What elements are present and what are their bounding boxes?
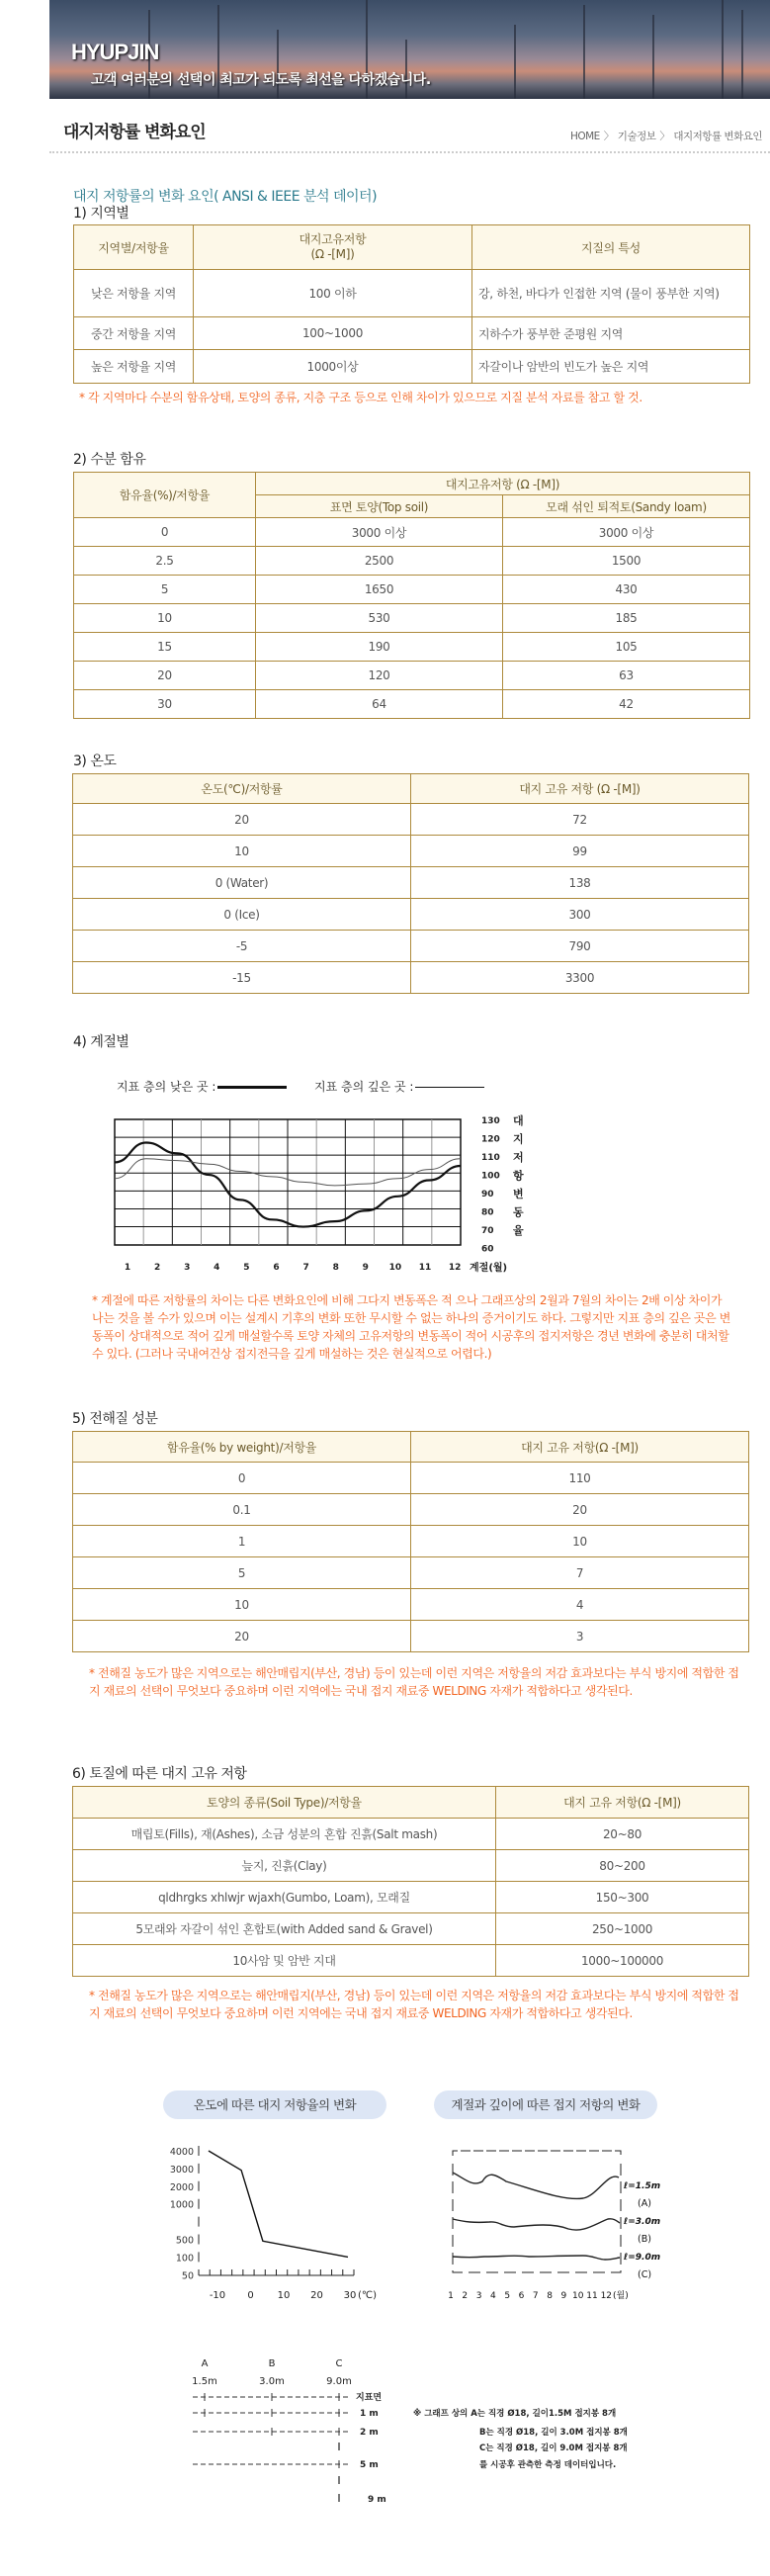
table-row [73,1526,749,1557]
diagram-note-line: C는 직경 Ø18, 길이 9.0M 접지봉 8개 [479,2443,628,2453]
x-tick-label: 10 [571,2291,584,2301]
table-cell: 100 이하 [194,270,472,317]
table-cell: 250~1000 [496,1913,749,1945]
x-axis-label: (℃) [358,2290,378,2301]
frame-top [453,2151,621,2156]
y-tick-label: 100 [175,2253,194,2265]
temp-series-line [209,2151,348,2257]
depth-label: 지표면 [356,2393,383,2403]
table-cell: 20~80 [496,1819,749,1850]
series-label: (A) [638,2198,651,2209]
table-cell: 105 [503,633,750,662]
table-cell: 15 [74,633,256,662]
table-cell: 3300 [411,962,749,994]
y-axis-label-char: 대 [513,1114,524,1127]
y-tick-label: 90 [481,1190,494,1199]
depth-label: 5 m [360,2460,379,2470]
x-tick-label: 6 [273,1263,280,1273]
electrolyte-table [72,1431,749,1652]
section-intro: 대지 저항률의 변화 요인( ANSI & IEEE 분석 데이터) [73,189,378,205]
y-axis-label-char: 지 [513,1132,524,1146]
table-cell: 190 [256,633,503,662]
y-tick-label: 1000 [169,2199,194,2211]
x-tick-label: -10 [209,2290,226,2301]
table-cell: 72 [411,804,749,836]
breadcrumb-home[interactable]: HOME [569,131,600,142]
rod-name: C [335,2358,343,2369]
table-row [73,1945,749,1977]
x-axis-label: 계절(월) [470,1263,508,1274]
x-tick-label: 3 [475,2291,482,2301]
table-row [73,1819,749,1850]
table-row [73,1913,749,1945]
table-cell: 20 [74,662,256,690]
x-tick-label: 9 [362,1263,369,1273]
x-tick-label: 5 [243,1263,250,1273]
y-axis-label-char: 동 [513,1205,524,1219]
section-4-title: 4) 계절별 [73,1034,129,1050]
x-tick-label: 8 [332,1263,339,1273]
rod-name: B [268,2358,276,2369]
section-1-title: 1) 지역별 [73,206,129,222]
col-header: 모래 섞인 퇴적토(Sandy loam) [503,495,750,518]
table-cell: -15 [73,962,411,994]
table-cell: 0 (Water) [73,867,411,899]
table-cell: 2500 [256,547,503,576]
x-tick-label: 10 [388,1263,402,1273]
lower-charts [0,2077,770,2576]
col-header: 온도(℃)/저항률 [73,774,411,804]
x-tick-label: 9 [560,2291,567,2301]
table-cell: 120 [256,662,503,690]
brand-logo[interactable]: HYUPJIN [71,40,159,64]
diagram-note-line: B는 직경 Ø18, 길이 3.0M 접지봉 8개 [479,2428,628,2438]
y-tick-label: 120 [481,1134,500,1145]
table-cell: 자갈이나 암반의 빈도가 높은 지역 [472,350,750,384]
diagram-note-line: 를 시공후 관측한 측정 데이터입니다. [479,2460,617,2470]
x-tick-label: 12 [600,2291,613,2301]
rod-length: 1.5m [192,2376,217,2387]
x-tick-label: 7 [302,1263,309,1273]
y-tick-label: 4000 [169,2147,194,2158]
x-tick-label: 11 [586,2291,598,2301]
legend-deep-label: 지표 층의 깊은 곳 : [314,1080,414,1094]
temp-chart-title: 온도에 따른 대지 저항율의 변화 [163,2090,386,2119]
series-a-line [453,2173,619,2198]
rod-name: A [201,2358,209,2369]
section-3-title: 3) 온도 [73,754,117,769]
table-cell: 0.1 [73,1494,411,1526]
table-cell: 낮은 저항율 지역 [74,270,194,317]
col-header: 지역별/저항율 [74,225,194,270]
x-tick-label: 30 [343,2290,357,2301]
table-cell: 10사암 및 암반 지대 [73,1945,496,1977]
breadcrumb-current[interactable]: 대지저항률 변화요인 [673,131,762,142]
page-title: 대지저항률 변화요인 [63,123,206,142]
table-cell: 1650 [256,576,503,604]
table-cell: 0 (Ice) [73,899,411,931]
table-cell: 1500 [503,547,750,576]
soil-note: * 전해질 농도가 많은 지역으로는 해안매립지(부산, 경남) 등이 있는데 이런 지역은 저항율의 저감 효과보다는 부식 방지에 적합한 접지 재료의 선택이 무엇보다 중요하며 이런 지역에는 국내 접지 재료중 WELDING 자재가 적합하다고 생각된다. [89,1989,739,2020]
rod-length: 3.0m [259,2376,285,2387]
temp-chart [170,2146,377,2301]
table-row [73,1850,749,1882]
table-cell: 430 [503,576,750,604]
table-cell: 99 [411,836,749,867]
depth-chart-title: 계절과 깊이에 따른 접지 저항의 변화 [434,2090,657,2119]
table-cell: 530 [256,604,503,633]
y-tick-label: 110 [481,1153,500,1163]
x-tick-label: 8 [547,2291,553,2301]
electrolyte-note: * 전해질 농도가 많은 지역으로는 해안매립지(부산, 경남) 등이 있는데 이런 지역은 저항율의 저감 효과보다는 부식 방지에 적합한 접지 재료의 선택이 무엇보다 중요하며 이런 지역에는 국내 접지 재료중 WELDING 자재가 적합하다고 생각된다. [89,1666,739,1698]
table-cell: 7 [411,1557,749,1589]
table-cell: 1 [73,1526,411,1557]
table-cell: 중간 저항율 지역 [74,317,194,350]
table-cell: 80~200 [496,1850,749,1882]
table-cell: 높은 저항율 지역 [74,350,194,384]
table-cell: 150~300 [496,1882,749,1913]
col-header: 지질의 특성 [472,225,750,270]
x-tick-label: 1 [448,2291,454,2301]
x-tick-label: 4 [214,1263,220,1273]
rod-diagram [192,2358,628,2505]
soil-table [72,1786,749,1977]
series-label: (B) [638,2234,651,2245]
table-cell: 0 [74,518,256,547]
table-cell: 2.5 [74,547,256,576]
col-header: 표면 토양(Top soil) [256,495,503,518]
x-tick-label: 7 [532,2291,539,2301]
table-cell: 138 [411,867,749,899]
series-depth-label: ℓ=3.0m [624,2217,661,2227]
depth-chart-frame [453,2151,621,2272]
x-tick-label: 6 [518,2291,525,2301]
depth-chart-labels [448,2181,660,2301]
table-cell: 1000이상 [194,350,472,384]
series-depth-label: ℓ=9.0m [624,2253,661,2263]
region-note: * 각 지역마다 수분의 함유상태, 토양의 종류, 지층 구조 등으로 인해 차이가 있으므로 지질 분석 자료를 참고 할 것. [79,391,642,404]
table-row [73,1621,749,1652]
y-tick-label: 70 [481,1226,494,1236]
y-tick-label: 3000 [169,2164,194,2176]
col-header: 대지 고유 저항(Ω -[M]) [496,1787,749,1819]
table-cell: 20 [73,804,411,836]
table-row [73,1463,749,1494]
table-row [73,1882,749,1913]
breadcrumb-tech-info[interactable]: 기술정보 [617,131,656,142]
col-header: 토양의 종류(Soil Type)/저항율 [73,1787,496,1819]
y-tick-label: 80 [481,1207,494,1218]
series-label: (C) [638,2269,652,2280]
depth-label: 2 m [360,2428,379,2438]
x-tick-label: 0 [247,2290,254,2301]
diagram-note-line: ※ 그래프 상의 A는 직경 Ø18, 길이1.5M 접지봉 8개 [413,2409,617,2419]
season-note: * 계절에 따른 저항률의 차이는 다른 변화요인에 비해 그다지 변동폭은 적 으나 그래프상의 2월과 7월의 차이는 2배 이상 차이가 나는 것을 볼 수가 있으며 이는 설계시 기후의 변화 또한 무시할 수 없는 하나의 증거이기도 하다. 그렇지만 지표 층의 깊은 곳은 변동폭이 상대적으로 적어 깊게 매설할수록 토양 자체의 고유저항의 변동폭이 적어 시공후의 접지저항은 경년 변화에 충분히 대처할 수 있다. (그러나 국내여건상 접지전극을 깊게 매설하는 것은 현실적으로 어렵다.) [92,1293,730,1361]
y-axis-label-char: 항 [513,1169,524,1183]
table-cell: 10 [74,604,256,633]
series-depth-label: ℓ=1.5m [624,2181,661,2191]
section-6-title: 6) 토질에 따른 대지 고유 저항 [72,1766,247,1782]
legend-low-label: 지표 층의 낮은 곳 : [117,1080,216,1094]
table-cell: 63 [503,662,750,690]
table-cell: 3000 이상 [503,518,750,547]
table-cell: 강, 하천, 바다가 인접한 지역 (물이 풍부한 지역) [472,270,750,317]
x-tick-label: 4 [490,2291,496,2301]
x-tick-label: 12 [448,1263,462,1273]
table-cell: 5모래와 자갈이 섞인 혼합토(with Added sand & Gravel) [73,1913,496,1945]
table-cell: 매립토(Fills), 재(Ashes), 소금 성분의 혼합 진흙(Salt mash) [73,1819,496,1850]
x-tick-label: 11 [418,1263,432,1273]
table-row [73,1589,749,1621]
table-cell: 3 [411,1621,749,1652]
table-cell: 0 [73,1463,411,1494]
table-cell: 790 [411,931,749,962]
table-cell: 20 [73,1621,411,1652]
table-cell: 늪지, 진흙(Clay) [73,1850,496,1882]
x-tick-label: 2 [462,2291,469,2301]
col-header: 대지 고유 저항 (Ω -[M]) [411,774,749,804]
section-2-title: 2) 수분 함유 [73,452,146,468]
table-cell: 4 [411,1589,749,1621]
table-cell: 1000~100000 [496,1945,749,1977]
chevron-right-icon: 〉 [659,131,670,142]
col-header: 대지고유저항 (Ω -[M]) [194,225,472,270]
table-cell: 10 [411,1526,749,1557]
table-cell: 5 [74,576,256,604]
rod-length: 9.0m [326,2376,352,2387]
y-axis-label-char: 변 [513,1188,524,1200]
table-cell: 300 [411,899,749,931]
table-cell: 20 [411,1494,749,1526]
y-tick-label: 500 [175,2235,194,2247]
x-tick-label: 3 [184,1263,191,1273]
x-tick-label: 1 [124,1263,131,1273]
table-cell: 110 [411,1463,749,1494]
col-header: 함유율(%)/저항율 [74,473,256,518]
chevron-right-icon: 〉 [603,131,614,142]
table-cell: 3000 이상 [256,518,503,547]
y-tick-label: 100 [481,1171,500,1182]
depth-label: 9 m [368,2495,386,2505]
table-cell: -5 [73,931,411,962]
table-cell: 5 [73,1557,411,1589]
season-chart [0,0,770,1286]
table-cell: 64 [256,690,503,719]
y-axis-label-char: 저 [513,1151,524,1164]
table-cell: 10 [73,1589,411,1621]
series-c-line [453,2256,620,2260]
table-cell: qldhrgks xhlwjr wjaxh(Gumbo, Loam), 모래질 [73,1882,496,1913]
table-row [73,1557,749,1589]
x-axis-label: (월) [613,2291,629,2301]
section-5-title: 5) 전해질 성분 [72,1411,158,1427]
y-tick-label: 130 [481,1116,500,1126]
x-tick-label: 10 [277,2290,291,2301]
table-cell: 185 [503,604,750,633]
table-row [73,1494,749,1526]
y-tick-label: 60 [481,1244,494,1255]
x-tick-label: 20 [310,2290,323,2301]
y-axis-label-char: 율 [513,1224,524,1237]
col-header: 대지 고유 저항(Ω -[M]) [411,1432,749,1463]
table-cell: 지하수가 풍부한 준평원 지역 [472,317,750,350]
y-tick-label: 2000 [169,2181,194,2193]
x-tick-label: 2 [153,1263,161,1273]
depth-label: 1 m [360,2409,379,2419]
col-header-group: 대지고유저항 (Ω -[M]) [256,473,750,495]
col-header: 함유율(% by weight)/저항율 [73,1432,411,1463]
table-cell: 42 [503,690,750,719]
x-tick-label: 5 [504,2291,511,2301]
table-cell: 100~1000 [194,317,472,350]
table-cell: 10 [73,836,411,867]
series-b-line [453,2219,620,2230]
y-tick-label: 50 [181,2270,194,2282]
tagline: 고객 여러분의 선택이 최고가 되도록 최선을 다하겠습니다. [91,72,431,88]
table-cell: 30 [74,690,256,719]
